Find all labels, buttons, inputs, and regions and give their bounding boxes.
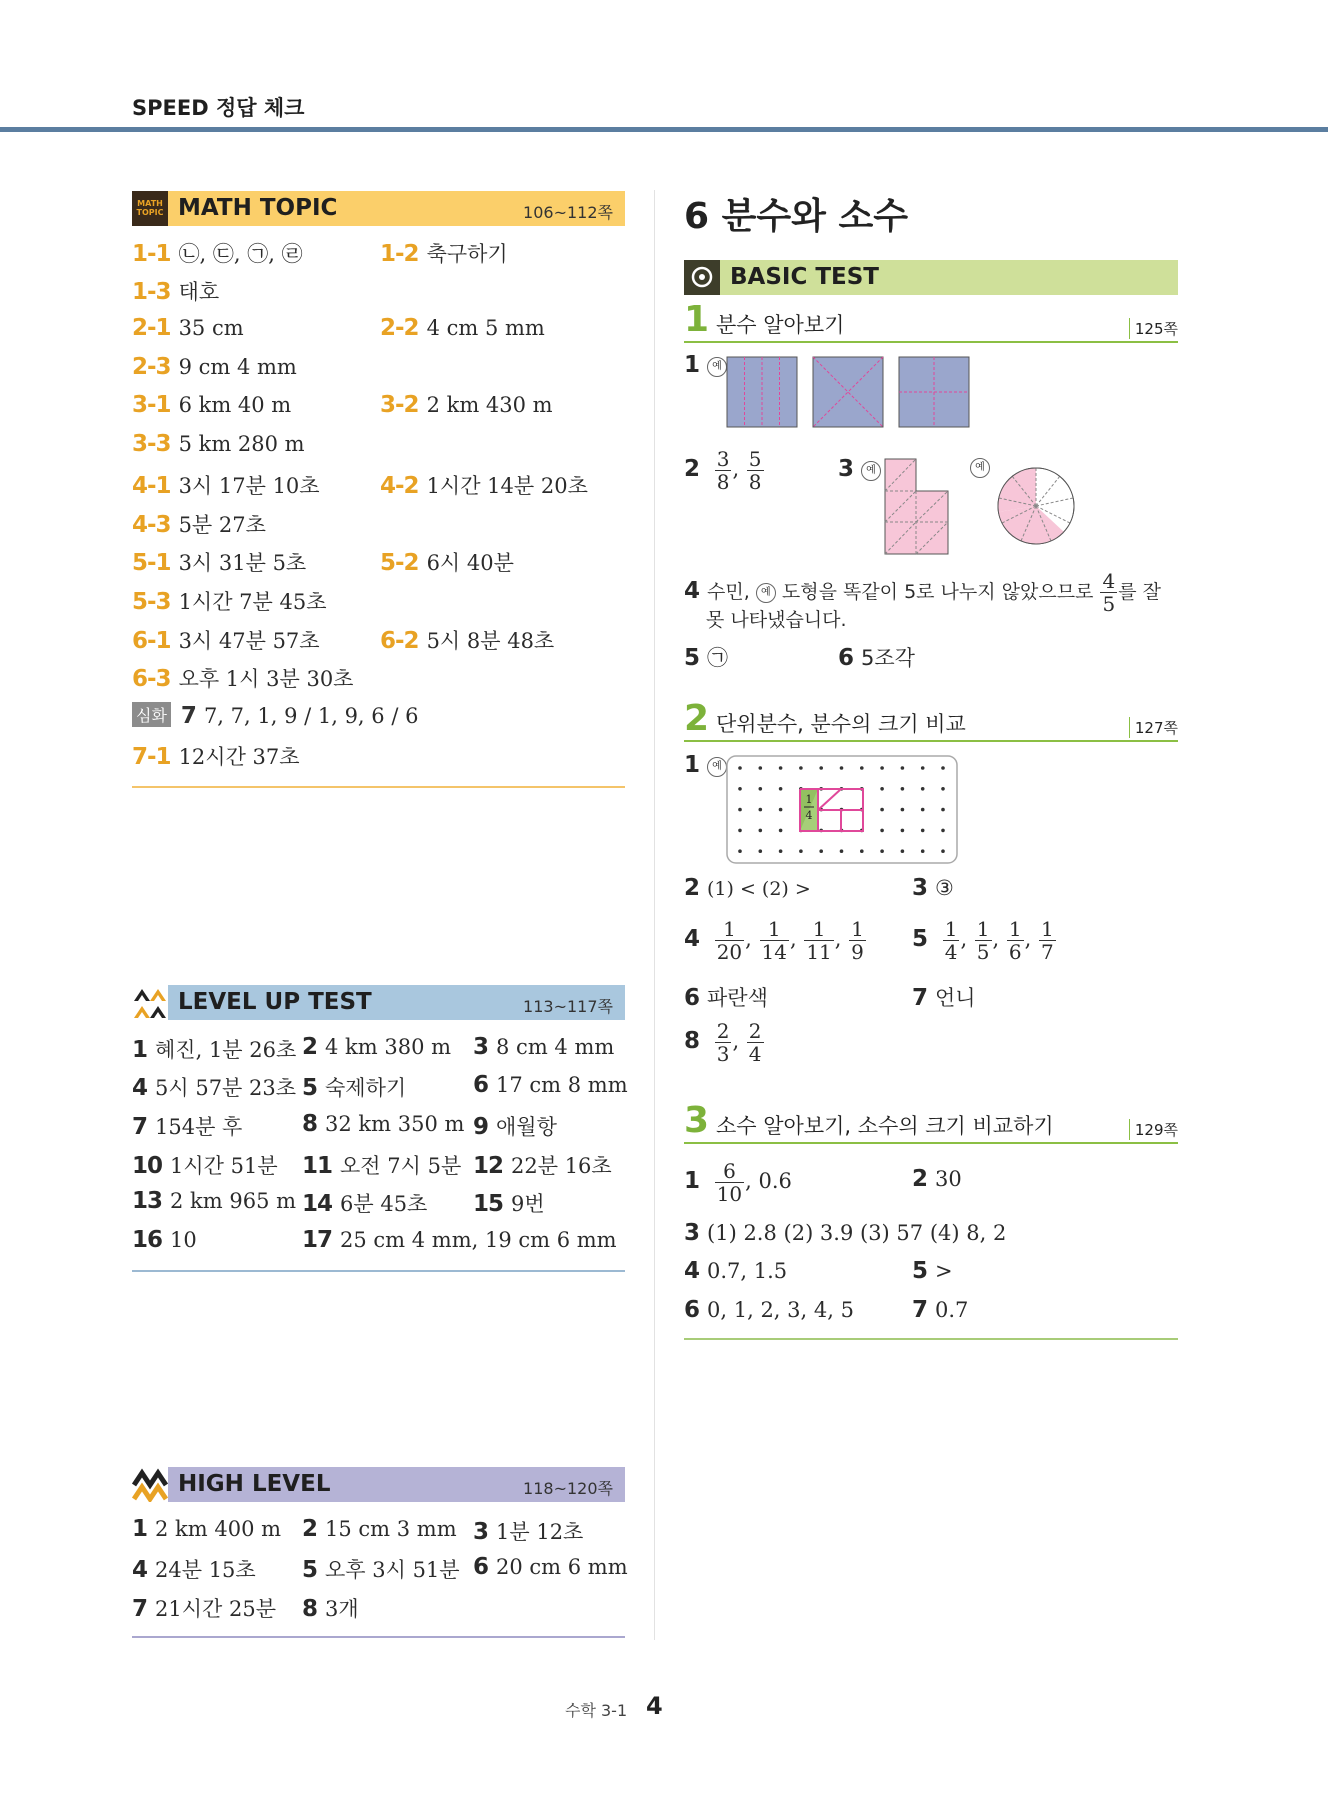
question-number: 4-2: [380, 473, 419, 499]
question-number: 6: [473, 1554, 489, 1580]
question-number: 5: [302, 1557, 318, 1583]
grid-dot: [779, 849, 783, 853]
math-topic-pages: 106~112쪽: [523, 203, 613, 222]
grid-frac-numerator: 1: [805, 793, 813, 806]
subsection-3-page: 129쪽: [1129, 1119, 1178, 1140]
question-number: 10: [132, 1153, 163, 1179]
level_up-answer-item: [132, 1188, 296, 1214]
question-number: 1-3: [132, 279, 171, 305]
math-topic-end-rule: [132, 786, 625, 788]
answer-text: 숙제하기: [325, 1076, 407, 1100]
grid-dot: [840, 849, 844, 853]
grid-dot: [840, 766, 844, 770]
subsection-3-header: [684, 1102, 1178, 1144]
s3-question-3: 3 (1) 2.8 (2) 3.9 (3) 57 (4) 8, 2: [684, 1220, 1007, 1246]
subsection-3-end-rule: [684, 1338, 1178, 1340]
s1-question-4: 4 수민, 예 도형을 똑같이 5로 나누지 않았으므로 $\frac{4}{5}$ 를 잘: [684, 569, 1161, 616]
subsection-2-header: [684, 700, 1178, 742]
grid-dot: [759, 808, 763, 812]
level_up-answer-item: [132, 1111, 242, 1141]
question-number: 5-1: [132, 550, 171, 576]
answer-text: 25 cm 4 mm, 19 cm 6 mm: [340, 1228, 617, 1252]
level-up-header: [132, 985, 625, 1020]
grid-dot: [901, 829, 905, 833]
math_topic-answer-item: [380, 625, 554, 655]
chapter-name: 분수와 소수: [721, 196, 909, 237]
grid-dot: [941, 808, 945, 812]
grid-dot: [880, 829, 884, 833]
chapter-number: 6: [684, 196, 710, 237]
math_topic-answer-item: [132, 741, 300, 771]
question-number: 1-2: [380, 241, 419, 267]
math_topic-answer-item: [380, 315, 545, 341]
subsection-2-page: 127쪽: [1129, 717, 1178, 738]
question-number: 8: [302, 1596, 318, 1622]
grid-dot: [901, 787, 905, 791]
answer-text: 6시 40분: [426, 551, 514, 575]
answer-text: 오후 1시 3분 30초: [178, 667, 354, 691]
s3-question-5: 5 >: [912, 1258, 953, 1284]
answer-text: 2 km 400 m: [155, 1517, 282, 1541]
basic-test-header: [684, 260, 1178, 295]
grid-dot: [860, 849, 864, 853]
high_level-answer-item: [302, 1593, 359, 1623]
advanced-badge: 심화: [132, 702, 171, 727]
s3-question-1: 1 $\frac{6}{10}$ , 0.6: [684, 1159, 792, 1206]
question-number: 13: [132, 1188, 163, 1214]
grid-frac-denominator: 4: [805, 809, 813, 822]
answer-text: 6분 45초: [340, 1192, 428, 1216]
question-number: 6-1: [132, 628, 171, 654]
answer-text: 1시간 7분 45초: [178, 590, 327, 614]
level_up-answer-item: [302, 1111, 464, 1137]
grid-dot: [941, 849, 945, 853]
question-number: 2: [302, 1516, 318, 1542]
math_topic-answer-item: [132, 663, 353, 693]
grid-dot: [759, 766, 763, 770]
grid-dot: [880, 766, 884, 770]
math_topic-answer-item: [132, 392, 291, 418]
s3-question-7: 7 0.7: [912, 1297, 969, 1323]
s2-question-5: 5 $\frac{1}{4}$ , $\frac{1}{5}$ , $\frac{1}{6}$ , $\frac{1}{7}$: [912, 917, 1054, 964]
grid-dot: [941, 766, 945, 770]
grid-dot: [880, 849, 884, 853]
subsection-1-title: 분수 알아보기: [716, 313, 845, 337]
grid-dot: [738, 829, 742, 833]
grid-dot: [880, 787, 884, 791]
answer-text: 축구하기: [426, 242, 508, 266]
question-number: 3: [473, 1519, 489, 1545]
answer-text: 오전 7시 5분: [340, 1154, 462, 1178]
basic-test-icon: [684, 260, 720, 295]
question-number: 1-1: [132, 241, 171, 267]
footer-book-title: 수학 3-1: [565, 1701, 628, 1720]
question-number: 3-1: [132, 392, 171, 418]
high_level-answer-item: [302, 1554, 460, 1584]
level_up-answer-item: [302, 1072, 406, 1102]
answer-text: 22분 16초: [511, 1154, 612, 1178]
high_level-answer-item: [473, 1516, 583, 1546]
question-number: 6-2: [380, 628, 419, 654]
level-up-pages: 113~117쪽: [523, 997, 613, 1016]
grid-dot: [819, 766, 823, 770]
answer-text: 4 cm 5 mm: [426, 316, 545, 340]
question-number: 11: [302, 1153, 333, 1179]
s1-question-5: 5 ㉠: [684, 645, 729, 671]
question-number: 14: [302, 1191, 333, 1217]
grid-dot: [901, 766, 905, 770]
high-level-header: [132, 1467, 625, 1502]
high_level-answer-item: [132, 1516, 281, 1542]
answer-text: 10: [170, 1228, 197, 1252]
level-up-title: LEVEL UP TEST: [178, 989, 372, 1015]
question-number: 5-2: [380, 550, 419, 576]
math_topic-answer-item: [132, 470, 320, 500]
question-number: 7: [132, 1114, 148, 1140]
math-topic-title: MATH TOPIC: [178, 195, 338, 221]
answer-text: 6 km 40 m: [178, 393, 292, 417]
grid-dot: [921, 849, 925, 853]
math_topic-answer-item: [380, 392, 553, 418]
grid-dot: [799, 849, 803, 853]
answer-text: 17 cm 8 mm: [496, 1073, 628, 1097]
s1-q3-ye-mark: 예: [970, 458, 990, 478]
grid-dot: [941, 829, 945, 833]
grid-dot: [738, 787, 742, 791]
answer-text: 7, 7, 1, 9 / 1, 9, 6 / 6: [203, 704, 419, 728]
grid-dot: [901, 808, 905, 812]
question-number: 12: [473, 1153, 504, 1179]
basic-test-title: BASIC TEST: [730, 264, 879, 290]
answer-text: 5시 57분 23초: [155, 1076, 297, 1100]
math_topic-answer-item: [132, 354, 297, 380]
math_topic-answer-item: [380, 470, 588, 500]
grid-dot: [921, 766, 925, 770]
s1-q1-figures: [726, 356, 972, 430]
answer-text: 3시 17분 10초: [178, 474, 320, 498]
answer-text: 154분 후: [155, 1115, 243, 1139]
answer-text: 15 cm 3 mm: [325, 1517, 457, 1541]
answer-text: 21시간 25분: [155, 1597, 276, 1621]
math_topic-answer-item: [132, 547, 306, 577]
subsection-1-header: [684, 301, 1178, 343]
math-topic-header: [132, 191, 625, 226]
grid-dot: [738, 808, 742, 812]
grid-dot: [921, 787, 925, 791]
question-number: 2-1: [132, 315, 171, 341]
grid-dot: [941, 787, 945, 791]
grid-dot: [779, 808, 783, 812]
math_topic-answer-item: [132, 276, 219, 306]
high_level-answer-item: [473, 1554, 628, 1580]
subsection-3-number: 3: [684, 1100, 710, 1141]
level-up-icon: [132, 985, 168, 1020]
answer-text: 오후 3시 51분: [325, 1558, 460, 1582]
level_up-answer-item: [473, 1111, 557, 1141]
answer-text: 32 km 350 m: [325, 1112, 465, 1136]
s2-question-6: 6 파란색: [684, 985, 768, 1011]
question-number: 1: [132, 1516, 148, 1542]
s1-q3-shape-figure: [884, 458, 950, 556]
high_level-answer-item: [132, 1554, 256, 1584]
s2-question-4: 4 $\frac{1}{20}$ , $\frac{1}{14}$ , $\frac{1}{11}$ , $\frac{1}{9}$: [684, 917, 864, 964]
subsection-2-number: 2: [684, 698, 710, 739]
high_level-answer-item: [132, 1593, 276, 1623]
question-number: 7-1: [132, 744, 171, 770]
s2-question-2: 2 (1) < (2) >: [684, 875, 811, 901]
question-number: 2-3: [132, 354, 171, 380]
math-topic-icon: MATH TOPIC: [132, 191, 168, 226]
answer-text: 3개: [325, 1597, 359, 1621]
grid-dot: [759, 829, 763, 833]
high-level-end-rule: [132, 1636, 625, 1638]
grid-dot: [779, 787, 783, 791]
s1-q4-continuation: 못 나타냈습니다.: [706, 609, 847, 631]
question-number: 3-2: [380, 392, 419, 418]
answer-text: 1시간 51분: [170, 1154, 278, 1178]
question-number: 5: [302, 1075, 318, 1101]
answer-text: 5시 8분 48초: [426, 629, 555, 653]
question-number: 15: [473, 1191, 504, 1217]
s2-q1-dot-grid: [726, 755, 958, 865]
s3-question-2: 2 30: [912, 1166, 962, 1192]
grid-dot: [860, 766, 864, 770]
level_up-answer-item: [473, 1188, 545, 1218]
s1-question-3: 3 예: [838, 456, 881, 482]
answer-text: 애월항: [496, 1115, 557, 1139]
subsection-3-title: 소수 알아보기, 소수의 크기 비교하기: [716, 1114, 1054, 1138]
answer-text: 혜진, 1분 26초: [155, 1038, 297, 1062]
answer-text: 5분 27초: [178, 513, 266, 537]
grid-dot: [921, 829, 925, 833]
high_level-answer-item: [302, 1516, 457, 1542]
answer-text: 4 km 380 m: [325, 1035, 452, 1059]
level_up-answer-item: [302, 1188, 427, 1218]
high-level-icon: [132, 1467, 168, 1502]
math_topic-answer-item: [132, 315, 244, 341]
level_up-answer-item: [302, 1150, 461, 1180]
grid-dot: [738, 766, 742, 770]
question-number: 3: [473, 1034, 489, 1060]
s2-question-7: 7 언니: [912, 985, 976, 1011]
s1-question-2: 2 $\frac{3}{8}$ , $\frac{5}{8}$: [684, 447, 762, 494]
chapter-title: [684, 188, 908, 239]
question-number: 5-3: [132, 589, 171, 615]
level_up-answer-item: [473, 1150, 612, 1180]
subsection-1-page: 125쪽: [1129, 318, 1178, 339]
math_topic-answer-item: [380, 238, 508, 268]
question-number: 7: [132, 1596, 148, 1622]
header-rule: [0, 127, 1328, 132]
question-number: 4: [132, 1075, 148, 1101]
answer-text: 24분 15초: [155, 1558, 256, 1582]
page-header-title: SPEED 정답 체크: [132, 96, 305, 120]
answer-text: 2 km 430 m: [426, 393, 553, 417]
math_topic-answer-item: [132, 586, 327, 616]
answer-text: 1분 12초: [496, 1520, 584, 1544]
question-number: 9: [473, 1114, 489, 1140]
level_up-answer-item: [473, 1072, 628, 1098]
level-up-end-rule: [132, 1270, 625, 1272]
grid-dot: [819, 849, 823, 853]
s2-question-3: 3 ③: [912, 875, 954, 901]
answer-text: 3시 47분 57초: [178, 629, 320, 653]
math_topic-answer-item: [132, 625, 320, 655]
question-number: 7: [180, 703, 196, 729]
level_up-answer-item: [302, 1034, 451, 1060]
column-divider: [654, 190, 655, 1640]
grid-dot: [901, 849, 905, 853]
answer-text: 9 cm 4 mm: [178, 355, 297, 379]
subsection-1-number: 1: [684, 299, 710, 340]
footer-page-number: 4: [646, 1692, 663, 1720]
level_up-answer-item: [132, 1034, 296, 1064]
grid-dot: [759, 849, 763, 853]
answer-text: 3시 31분 5초: [178, 551, 307, 575]
level_up-answer-item: [473, 1034, 614, 1060]
question-number: 4-3: [132, 512, 171, 538]
level_up-answer-item: [302, 1227, 617, 1253]
s1-question-1: 1 예: [684, 352, 727, 378]
math_topic-answer-item: [132, 431, 305, 457]
grid-dot: [779, 766, 783, 770]
question-number: 3-3: [132, 431, 171, 457]
answer-text: 2 km 965 m: [170, 1189, 297, 1213]
question-number: 2-2: [380, 315, 419, 341]
question-number: 8: [302, 1111, 318, 1137]
s1-q3-circle-figure: [996, 466, 1076, 546]
question-number: 4: [132, 1557, 148, 1583]
question-number: 1: [132, 1037, 148, 1063]
level_up-answer-item: [132, 1072, 296, 1102]
question-number: 16: [132, 1227, 163, 1253]
s2-question-1: 1 예: [684, 752, 727, 778]
question-number: 2: [302, 1034, 318, 1060]
question-number: 17: [302, 1227, 333, 1253]
grid-dot: [738, 849, 742, 853]
math_topic-answer-item: [380, 547, 514, 577]
subsection-2-title: 단위분수, 분수의 크기 비교: [716, 712, 966, 736]
math_topic-answer-item: [132, 238, 303, 268]
answer-text: 1시간 14분 20초: [426, 474, 588, 498]
answer-text: 9번: [511, 1192, 545, 1216]
s3-question-6: 6 0, 1, 2, 3, 4, 5: [684, 1297, 854, 1323]
question-number: 6: [473, 1072, 489, 1098]
s1-question-6: 6 5조각: [838, 645, 915, 671]
level_up-answer-item: [132, 1227, 197, 1253]
answer-text: ㉡, ㉢, ㉠, ㉣: [178, 242, 303, 266]
high-level-title: HIGH LEVEL: [178, 1471, 331, 1497]
grid-dot: [759, 787, 763, 791]
grid-dot: [799, 766, 803, 770]
s2-question-8: 8 $\frac{2}{3}$ , $\frac{2}{4}$: [684, 1019, 762, 1066]
grid-dot: [921, 808, 925, 812]
grid-dot: [880, 808, 884, 812]
answer-text: 태호: [178, 280, 220, 304]
level_up-answer-item: [132, 1150, 278, 1180]
grid-dot: [779, 829, 783, 833]
answer-text: 35 cm: [178, 316, 244, 340]
s3-question-4: 4 0.7, 1.5: [684, 1258, 788, 1284]
answer-text: 8 cm 4 mm: [496, 1035, 615, 1059]
question-number: 4-1: [132, 473, 171, 499]
answer-text: 20 cm 6 mm: [496, 1555, 628, 1579]
answer-text: 5 km 280 m: [178, 432, 305, 456]
question-number: 6-3: [132, 666, 171, 692]
answer-text: 12시간 37초: [178, 745, 300, 769]
math_topic-answer-item: [132, 509, 266, 539]
math_topic-answer-item: [132, 702, 418, 729]
high-level-pages: 118~120쪽: [523, 1479, 613, 1498]
